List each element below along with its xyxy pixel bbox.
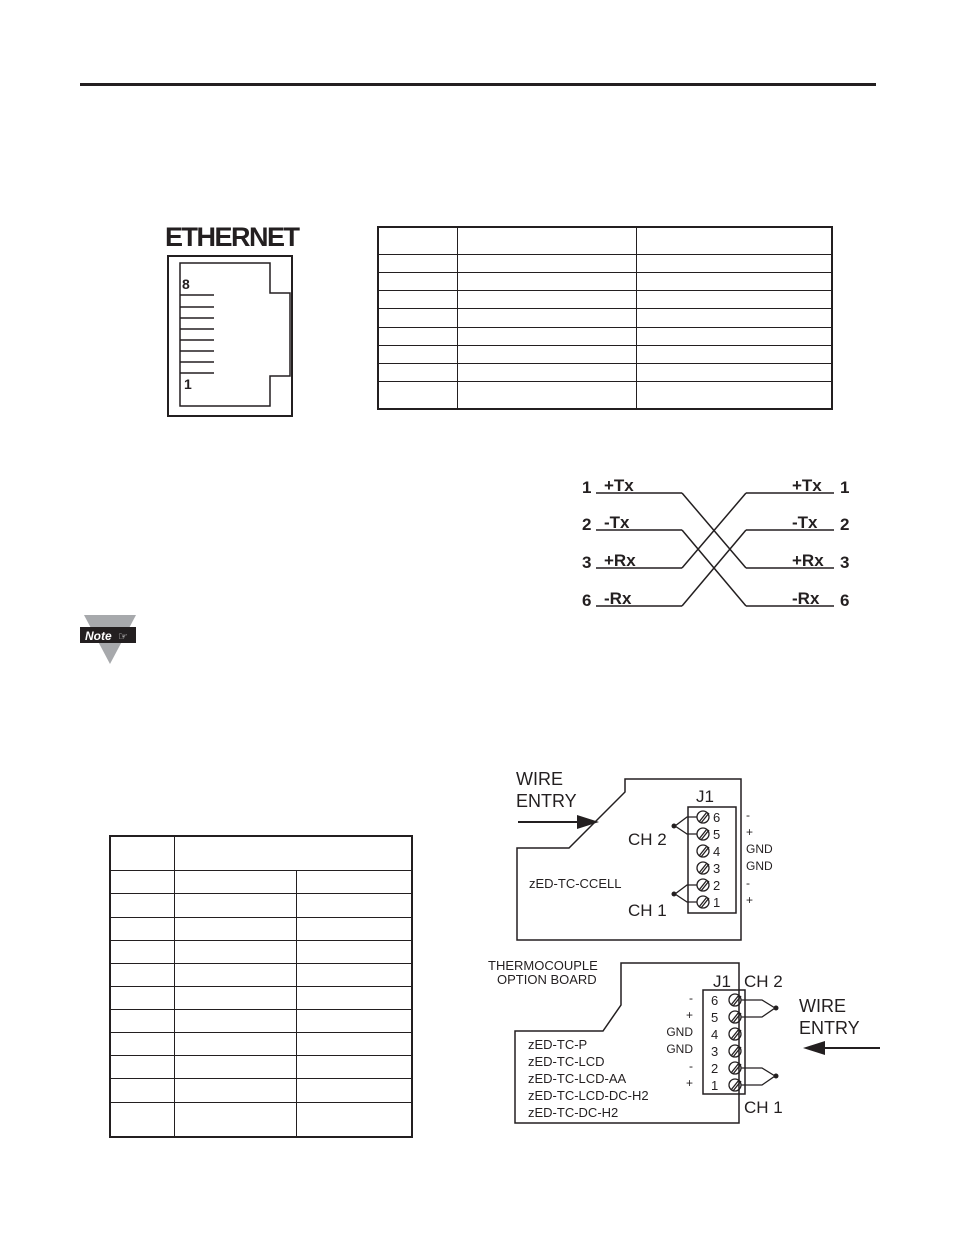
wire-entry-label-1: WIRE	[516, 769, 563, 789]
left-label-rx-plus: +Rx	[604, 551, 636, 570]
jack-contacts	[180, 295, 214, 373]
ccell-board-diagram	[505, 760, 805, 945]
terminal-6: 6	[713, 810, 721, 825]
signal-4: GND	[746, 842, 773, 856]
model-4: zED-TC-LCD-DC-H2	[528, 1088, 649, 1103]
right-label-rx-plus: +Rx	[792, 551, 824, 570]
option-board-diagram	[485, 955, 885, 1130]
pointing-hand-icon: ☞	[118, 631, 128, 643]
wire-entry-label-2: ENTRY	[516, 791, 577, 811]
thermocouple-table	[109, 835, 413, 1138]
signal-4: GND	[666, 1025, 693, 1039]
left-pin-6: 6	[582, 591, 592, 610]
terminal-3: 3	[711, 1044, 719, 1059]
ethernet-pinout-table	[377, 226, 833, 410]
board-title-line-1: THERMOCOUPLE	[488, 958, 598, 973]
left-pin-3: 3	[582, 553, 592, 572]
crossover-cable-diagram	[570, 466, 860, 616]
signal-6: -	[746, 808, 750, 822]
wire-entry-label-2: ENTRY	[799, 1018, 860, 1038]
signal-5: +	[746, 825, 754, 839]
ch2-label: CH 2	[628, 830, 667, 849]
note-label: Note	[85, 629, 112, 643]
left-label-rx-minus: -Rx	[604, 589, 632, 608]
connector-j1-label: J1	[696, 787, 714, 806]
note-icon	[80, 612, 140, 668]
model-2: zED-TC-LCD	[528, 1054, 605, 1069]
left-label-tx-minus: -Tx	[604, 513, 630, 532]
ch1-label: CH 1	[628, 901, 667, 920]
terminal-5: 5	[711, 1010, 719, 1025]
signal-2: -	[689, 1059, 693, 1073]
left-pin-2: 2	[582, 515, 592, 534]
thermocouple-ch2-wires	[741, 1000, 775, 1017]
model-3: zED-TC-LCD-AA	[528, 1071, 627, 1086]
connector-j1-label: J1	[713, 972, 731, 991]
right-pin-3: 3	[840, 553, 850, 572]
terminal-1: 1	[713, 895, 721, 910]
right-label-tx-plus: +Tx	[792, 476, 822, 495]
right-label-tx-minus: -Tx	[792, 513, 818, 532]
signal-1: +	[746, 893, 754, 907]
terminal-2: 2	[711, 1061, 719, 1076]
terminal-3: 3	[713, 861, 721, 876]
model-1: zED-TC-P	[528, 1037, 588, 1052]
left-label-tx-plus: +Tx	[604, 476, 634, 495]
ethernet-title: ETHERNET	[165, 222, 299, 252]
terminal-5: 5	[713, 827, 721, 842]
signal-6: -	[689, 991, 693, 1005]
board-title-line-2: OPTION BOARD	[497, 972, 597, 987]
right-pin-6: 6	[840, 591, 850, 610]
header-rule	[80, 83, 876, 86]
ch1-label: CH 1	[744, 1098, 783, 1117]
signal-1: +	[685, 1076, 693, 1090]
wire-entry-arrow-icon	[577, 815, 599, 829]
terminal-2: 2	[713, 878, 721, 893]
wire-entry-label-1: WIRE	[799, 996, 846, 1016]
signal-2: -	[746, 876, 750, 890]
model-label: zED-TC-CCELL	[529, 876, 622, 891]
terminal-4: 4	[711, 1027, 719, 1042]
thermocouple-ch2-wires	[675, 817, 697, 834]
left-pin-1: 1	[582, 478, 592, 497]
thermocouple-ch1-wires	[741, 1068, 775, 1085]
right-label-rx-minus: -Rx	[792, 589, 820, 608]
ch2-label: CH 2	[744, 972, 783, 991]
terminal-screws	[697, 811, 709, 908]
ethernet-jack-diagram	[160, 250, 300, 422]
signal-3: GND	[746, 859, 773, 873]
thermocouple-ch1-wires	[675, 885, 697, 902]
terminal-6: 6	[711, 993, 719, 1008]
terminal-1: 1	[711, 1078, 719, 1093]
signal-5: +	[685, 1008, 693, 1022]
pin-1-label: 1	[184, 376, 192, 392]
model-5: zED-TC-DC-H2	[528, 1105, 619, 1120]
right-pin-2: 2	[840, 515, 850, 534]
right-pin-1: 1	[840, 478, 850, 497]
wire-entry-arrow-icon	[803, 1041, 825, 1055]
terminal-4: 4	[713, 844, 721, 859]
pin-8-label: 8	[182, 276, 190, 292]
signal-3: GND	[666, 1042, 693, 1056]
